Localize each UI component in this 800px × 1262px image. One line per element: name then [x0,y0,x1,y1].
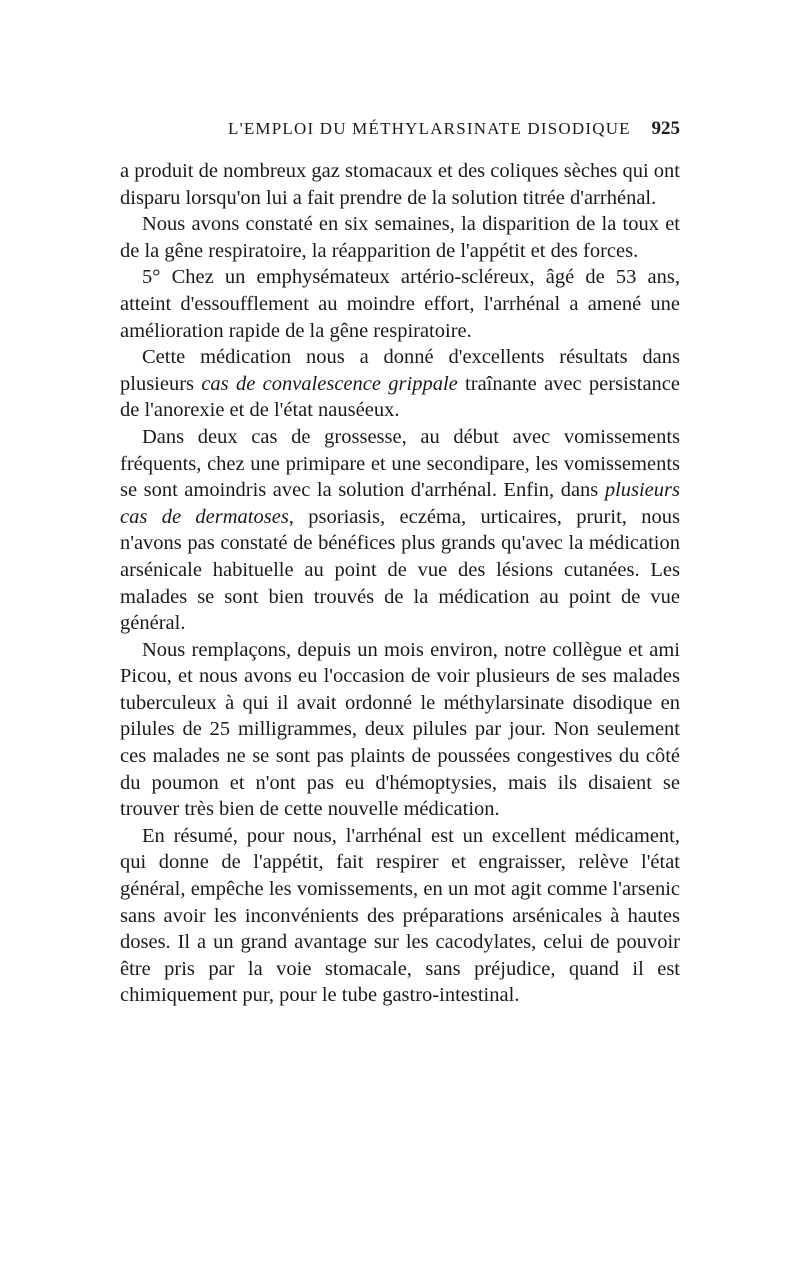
paragraph-text: a produit de nombreux gaz stomacaux et des coliques sèches qui ont disparu lorsqu'on lui a fait prendre de la solution titrée d'arrhénal. [120,160,680,209]
paragraph-summary [120,823,680,1009]
paragraph-pregnancy-dermatoses [120,424,680,637]
paragraph-text: Nous avons constaté en six semaines, la disparition de la toux et de la gêne respiratoire, la réapparition de l'appétit et des forces. [120,213,680,262]
paragraph-continuation [120,158,680,211]
paragraph-text: psoriasis, eczéma, urticaires, prurit, nous n'avons pas constaté de bénéfices plus grands qu'avec la médication arsénicale habituelle au point de vue des lésions cutanées. Les malades se sont bien trouvés de la médication au point de vue général. [120,505,680,635]
paragraph-text: Nous remplaçons, depuis un mois environ, notre collègue et ami Picou, et nous avons eu l'occasion de voir plusieurs de ses malades tuberculeux à qui il avait ordonné le méthylarsinate disodique en pilules de 25 milligrammes, deux pilules par jour. Non seulement ces malades ne se sont pas plaints de poussées congestives du côté du poumon et n'ont pas eu d'hémoptysies, mais ils disaient se trouver très bien de cette nouvelle médication. [120,638,680,821]
page-number: 925 [651,118,680,139]
paragraph-text: Cette médication nous a donné d'excellents résultats dans plusieurs [120,346,680,395]
paragraph-text: En résumé, pour nous, l'arrhénal est un excellent médicament, qui donne de l'appétit, fait respirer et engraisser, relève l'état général, empêche les vomissements, en un mot agit comme l'arsenic sans avoir les inconvénients des préparations arsénicales à hautes doses. Il a un grand avantage sur les cacodylates, celui de pouvoir être pris par la voie stomacale, sans préjudice, quand il est chimiquement pur, pour le tube gastro-intestinal. [120,824,680,1007]
paragraph-case-5 [120,264,680,344]
paragraph-text: 5° Chez un emphysémateux artério-scléreux, âgé de 53 ans, atteint d'essoufflement au moindre effort, l'arrhénal a amené une amélioration rapide de la gêne respiratoire. [120,266,680,342]
running-title: L'EMPLOI DU MÉTHYLARSINATE DISODIQUE [228,119,631,138]
running-header [120,118,680,148]
paragraph-convalescence [120,344,680,424]
body-text [120,158,680,1009]
paragraph-text: traînante avec persistance de l'anorexie et de l'état nauséeux. [120,372,680,422]
book-page [120,118,680,1009]
paragraph-results-six-weeks [120,211,680,264]
italic-phrase: plusieurs cas de dermatoses, [120,479,680,528]
italic-phrase: cas de convalescence grippale [201,372,458,395]
paragraph-tuberculous-patients [120,637,680,823]
paragraph-text: Dans deux cas de grossesse, au début avec vomissements fréquents, chez une primipare et une secondipare, les vomissements se sont amoindris avec la solution d'arrhénal. Enfin, dans [120,425,680,502]
